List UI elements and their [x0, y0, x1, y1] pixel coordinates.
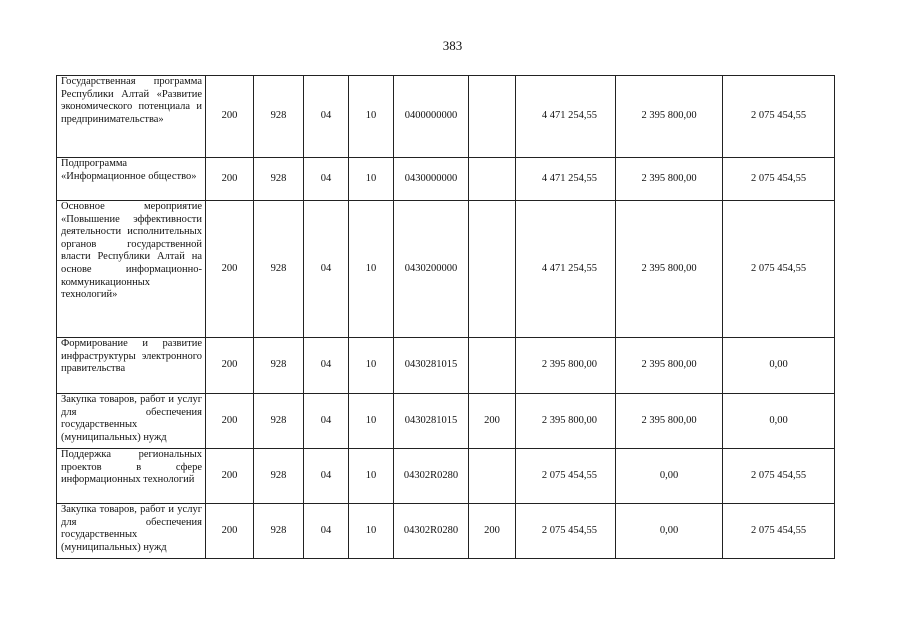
- row-sum-3: 2 075 454,55: [723, 201, 835, 338]
- row-name: Закупка товаров, работ и услуг для обеспечения государственных (муниципальных) нужд: [57, 394, 206, 449]
- row-section: 04: [304, 504, 349, 559]
- row-gp-code: 928: [254, 504, 304, 559]
- row-name: Государственная программа Республики Алтай «Развитие экономического потенциала и предпринимательства»: [57, 76, 206, 158]
- row-admin-code: 200: [206, 504, 254, 559]
- row-subsection: 10: [349, 449, 394, 504]
- row-section: 04: [304, 338, 349, 394]
- row-sum-2: 2 395 800,00: [616, 76, 723, 158]
- row-subsection: 10: [349, 394, 394, 449]
- page-number: 383: [442, 38, 463, 53]
- row-name: Закупка товаров, работ и услуг для обеспечения государственных (муниципальных) нужд: [57, 504, 206, 559]
- row-name: Основное мероприятие «Повышение эффективности деятельности исполнительных органов государственной власти Республики Алтай на основе информационно-коммуникационных технологий»: [57, 201, 206, 338]
- row-sum-2: 0,00: [616, 449, 723, 504]
- row-expense-type: [469, 449, 516, 504]
- row-name: Поддержка региональных проектов в сфере информационных технологий: [57, 449, 206, 504]
- row-sum-1: 4 471 254,55: [516, 76, 616, 158]
- row-sum-3: 2 075 454,55: [723, 158, 835, 201]
- budget-table: [56, 75, 835, 559]
- row-gp-code: 928: [254, 76, 304, 158]
- row-section: 04: [304, 201, 349, 338]
- row-sum-1: 4 471 254,55: [516, 158, 616, 201]
- row-admin-code: 200: [206, 76, 254, 158]
- row-target-code: 0400000000: [394, 76, 469, 158]
- row-gp-code: 928: [254, 158, 304, 201]
- row-sum-2: 2 395 800,00: [616, 338, 723, 394]
- row-admin-code: 200: [206, 449, 254, 504]
- row-sum-3: 2 075 454,55: [723, 504, 835, 559]
- row-gp-code: 928: [254, 338, 304, 394]
- table-row: [57, 158, 835, 201]
- row-expense-type: [469, 158, 516, 201]
- row-subsection: 10: [349, 338, 394, 394]
- row-target-code: 04302R0280: [394, 449, 469, 504]
- row-target-code: 0430000000: [394, 158, 469, 201]
- row-sum-2: 2 395 800,00: [616, 158, 723, 201]
- row-admin-code: 200: [206, 394, 254, 449]
- table-row: [57, 338, 835, 394]
- row-sum-3: 0,00: [723, 394, 835, 449]
- row-subsection: 10: [349, 201, 394, 338]
- row-expense-type: [469, 338, 516, 394]
- row-sum-1: 2 075 454,55: [516, 449, 616, 504]
- table-row: [57, 449, 835, 504]
- row-gp-code: 928: [254, 201, 304, 338]
- table-row: [57, 504, 835, 559]
- row-sum-1: 4 471 254,55: [516, 201, 616, 338]
- row-name: Формирование и развитие инфраструктуры электронного правительства: [57, 338, 206, 394]
- row-subsection: 10: [349, 504, 394, 559]
- row-expense-type: [469, 201, 516, 338]
- row-sum-2: 0,00: [616, 504, 723, 559]
- row-target-code: 0430281015: [394, 394, 469, 449]
- row-sum-1: 2 395 800,00: [516, 394, 616, 449]
- row-section: 04: [304, 76, 349, 158]
- table-row: [57, 76, 835, 158]
- row-expense-type: [469, 76, 516, 158]
- row-expense-type: 200: [469, 504, 516, 559]
- row-name: Подпрограмма «Информационное общество»: [57, 158, 206, 201]
- row-target-code: 0430200000: [394, 201, 469, 338]
- row-sum-3: 2 075 454,55: [723, 76, 835, 158]
- row-expense-type: 200: [469, 394, 516, 449]
- table-row: [57, 394, 835, 449]
- row-target-code: 04302R0280: [394, 504, 469, 559]
- row-sum-3: 0,00: [723, 338, 835, 394]
- row-gp-code: 928: [254, 394, 304, 449]
- row-sum-1: 2 395 800,00: [516, 338, 616, 394]
- row-admin-code: 200: [206, 338, 254, 394]
- row-target-code: 0430281015: [394, 338, 469, 394]
- row-subsection: 10: [349, 76, 394, 158]
- row-gp-code: 928: [254, 449, 304, 504]
- row-subsection: 10: [349, 158, 394, 201]
- row-sum-3: 2 075 454,55: [723, 449, 835, 504]
- row-sum-1: 2 075 454,55: [516, 504, 616, 559]
- row-section: 04: [304, 158, 349, 201]
- row-section: 04: [304, 394, 349, 449]
- table-row: [57, 201, 835, 338]
- row-admin-code: 200: [206, 201, 254, 338]
- row-admin-code: 200: [206, 158, 254, 201]
- row-section: 04: [304, 449, 349, 504]
- row-sum-2: 2 395 800,00: [616, 201, 723, 338]
- row-sum-2: 2 395 800,00: [616, 394, 723, 449]
